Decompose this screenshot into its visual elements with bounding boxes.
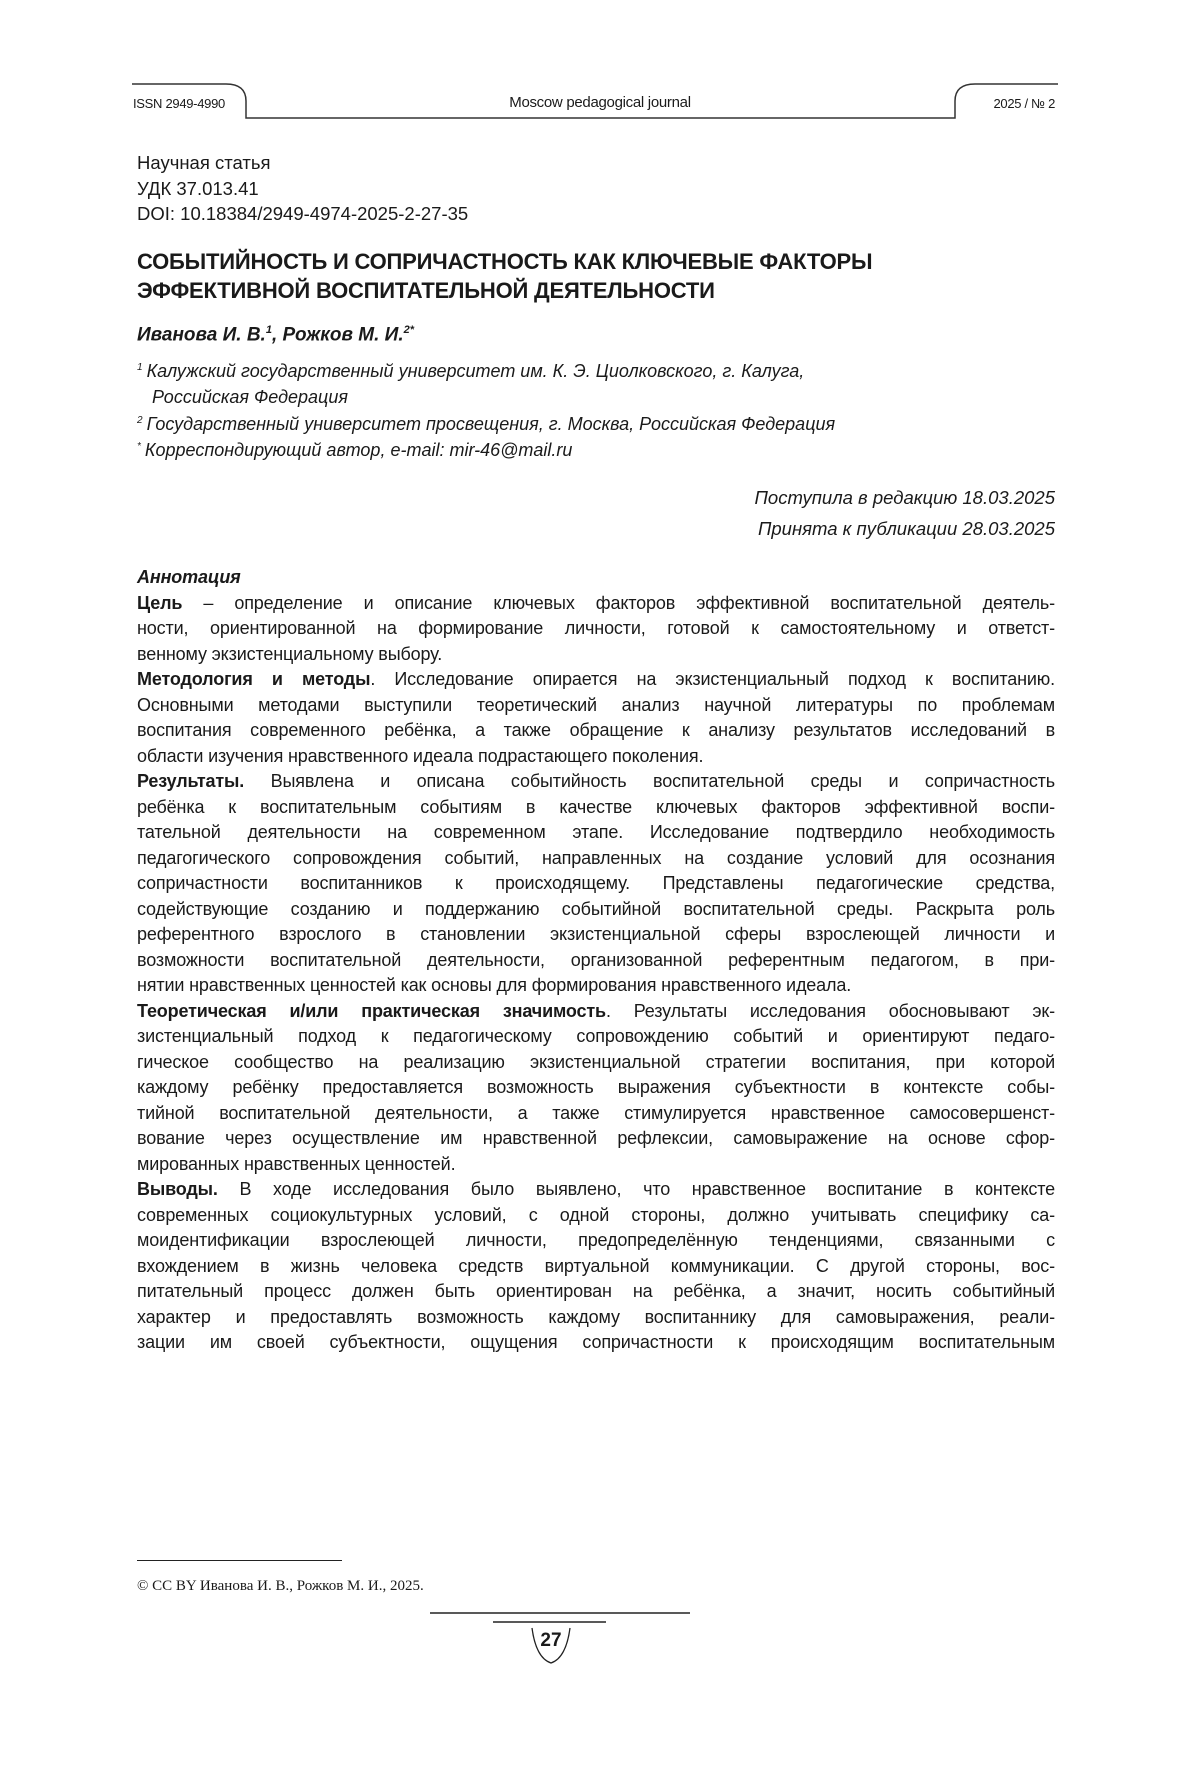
header-journal: Moscow pedagogical journal [0, 94, 1200, 111]
affiliation [137, 434, 572, 464]
abstract-line [137, 948, 1055, 974]
abstract-line [137, 591, 1055, 617]
abstract-line [137, 1305, 1055, 1331]
page-number-frame [0, 1600, 1200, 1670]
article-type: Научная статья [137, 150, 468, 176]
abstract-line [137, 999, 1055, 1025]
line-text: питательный процесс должен быть ориентирован на ребёнка, а значит, носить событийный [137, 1281, 1055, 1301]
abstract-line [137, 693, 1055, 719]
aff-text: Государственный университет просвещения, г. Москва, Российская Федерация [147, 414, 836, 434]
line-text: вование через осуществление им нравственной рефлексии, самовыражение на основе сфор- [137, 1128, 1055, 1148]
line-text: мированных нравственных ценностей. [137, 1154, 455, 1174]
header-issue: 2025 / № 2 [993, 96, 1055, 111]
line-text: каждому ребёнку предоставляется возможность выражения субъектности в контексте собы- [137, 1077, 1055, 1097]
line-text: Основными методами выступили теоретический анализ научной литературы по проблемам [137, 695, 1055, 715]
abstract-line [137, 1177, 1055, 1203]
abstract-line [137, 1228, 1055, 1254]
aff-sup: 2 [137, 415, 143, 426]
abstract-line [137, 616, 1055, 642]
page-number: 27 [530, 1630, 572, 1652]
line-text: воспитания современного ребёнка, а также обращение к анализу результатов исследований в [137, 720, 1055, 740]
aff-text: Корреспондирующий автор, e-mail: mir-46@mail.ru [145, 440, 573, 460]
article-meta [137, 150, 468, 227]
aff-text: Российская Федерация [137, 385, 804, 411]
running-header-frame [0, 0, 1200, 140]
author-name: Иванова И. В. [137, 324, 266, 345]
paragraph-label: Методология и методы [137, 669, 370, 689]
line-text: Выявлена и описана событийность воспитательной среды и сопричастность [244, 771, 1055, 791]
abstract-line [137, 642, 1055, 668]
line-text: ребёнка к воспитательным событиям в качестве ключевых факторов эффективной воспи- [137, 797, 1055, 817]
abstract-line [137, 667, 1055, 693]
received-date: Поступила в редакцию 18.03.2025 [755, 482, 1055, 513]
title-line: СОБЫТИЙНОСТЬ И СОПРИЧАСТНОСТЬ КАК КЛЮЧЕВЫЕ ФАКТОРЫ [137, 247, 872, 276]
abstract-line [137, 1330, 1055, 1356]
line-text: возможности воспитательной деятельности, организованной референтным педагогом, в при- [137, 950, 1055, 970]
doi: DOI: 10.18384/2949-4974-2025-2-27-35 [137, 201, 468, 227]
abstract-line [137, 744, 1055, 770]
authors: Иванова И. В.1, Рожков М. И.2* [137, 324, 414, 346]
article-title [137, 247, 872, 305]
affiliation [137, 355, 804, 410]
abstract-line [137, 1152, 1055, 1178]
dates [755, 482, 1055, 544]
abstract-line [137, 1075, 1055, 1101]
paragraph-label: Теоретическая и/или практическая значимость [137, 1001, 606, 1021]
aff-text: Калужский государственный университет им. К. Э. Циолковского, г. Калуга, [147, 361, 805, 381]
paragraph-label: Результаты. [137, 771, 244, 791]
paragraph-label: Выводы. [137, 1179, 218, 1199]
abstract-line [137, 1126, 1055, 1152]
line-text: . Исследование опирается на экзистенциальный подход к воспитанию. [370, 669, 1055, 689]
copyright-footnote: © CC BY Иванова И. В., Рожков М. И., 2025. [137, 1578, 424, 1595]
author-name: Рожков М. И. [283, 324, 404, 345]
abstract-line [137, 718, 1055, 744]
line-text: педагогического сопровождения событий, направленных на создание условий для осознания [137, 848, 1055, 868]
abstract-line [137, 846, 1055, 872]
line-text: тийной воспитательной деятельности, а также стимулируется нравственное самосовершенст- [137, 1103, 1055, 1123]
udc: УДК 37.013.41 [137, 176, 468, 202]
line-text: – определение и описание ключевых факторов эффективной воспитательной деятель- [182, 593, 1055, 613]
abstract-line [137, 897, 1055, 923]
abstract-line [137, 871, 1055, 897]
line-text: вхождением в жизнь человека средств виртуальной коммуникации. С другой стороны, вос- [137, 1256, 1055, 1276]
aff-sup: 1 [137, 362, 143, 373]
abstract-line [137, 769, 1055, 795]
line-text: тательной деятельности на современном этапе. Исследование подтвердило необходимость [137, 822, 1055, 842]
author-sup: 2* [404, 324, 414, 336]
line-text: зации им своей субъектности, ощущения сопричастности к происходящим воспитательным [137, 1332, 1055, 1352]
line-text: современных социокультурных условий, с одной стороны, должно учитывать специфику са- [137, 1205, 1055, 1225]
abstract [137, 565, 1055, 1356]
abstract-line [137, 922, 1055, 948]
title-line: ЭФФЕКТИВНОЙ ВОСПИТАТЕЛЬНОЙ ДЕЯТЕЛЬНОСТИ [137, 276, 872, 305]
line-text: гическое сообщество на реализацию экзистенциальной стратегии воспитания, при которой [137, 1052, 1055, 1072]
header-issn: ISSN 2949-4990 [133, 96, 225, 111]
aff-sup: * [137, 441, 141, 452]
line-text: характер и предоставлять возможность каждому воспитаннику для самовыражения, реали- [137, 1307, 1055, 1327]
paragraph-label: Цель [137, 593, 182, 613]
author-sup: 1 [266, 324, 272, 336]
line-text: содействующие созданию и поддержанию событийной воспитательной среды. Раскрыта роль [137, 899, 1055, 919]
abstract-line [137, 1050, 1055, 1076]
abstract-line [137, 1203, 1055, 1229]
abstract-line [137, 820, 1055, 846]
line-text: В ходе исследования было выявлено, что нравственное воспитание в контексте [218, 1179, 1055, 1199]
line-text: венному экзистенциальному выбору. [137, 644, 442, 664]
line-text: нятии нравственных ценностей как основы для формирования нравственного идеала. [137, 975, 851, 995]
abstract-heading: Аннотация [137, 565, 1055, 591]
line-text: референтного взрослого в становлении экзистенциальной сферы взрослеющей личности и [137, 924, 1055, 944]
abstract-line [137, 1024, 1055, 1050]
line-text: области изучения нравственного идеала подрастающего поколения. [137, 746, 703, 766]
abstract-line [137, 1254, 1055, 1280]
abstract-line [137, 1101, 1055, 1127]
line-text: зистенциальный подход к педагогическому сопровождению событий и ориентируют педаго- [137, 1026, 1055, 1046]
footnote-divider [137, 1560, 342, 1561]
abstract-line [137, 973, 1055, 999]
accepted-date: Принята к публикации 28.03.2025 [755, 513, 1055, 544]
abstract-line [137, 1279, 1055, 1305]
abstract-line [137, 795, 1055, 821]
line-text: сопричастности воспитанников к происходящему. Представлены педагогические средства, [137, 873, 1055, 893]
line-text: моидентификации взрослеющей личности, предопределённую тенденциями, связанными с [137, 1230, 1055, 1250]
line-text: ности, ориентированной на формирование личности, готовой к самостоятельному и ответст- [137, 618, 1055, 638]
line-text: . Результаты исследования обосновывают эк- [606, 1001, 1055, 1021]
